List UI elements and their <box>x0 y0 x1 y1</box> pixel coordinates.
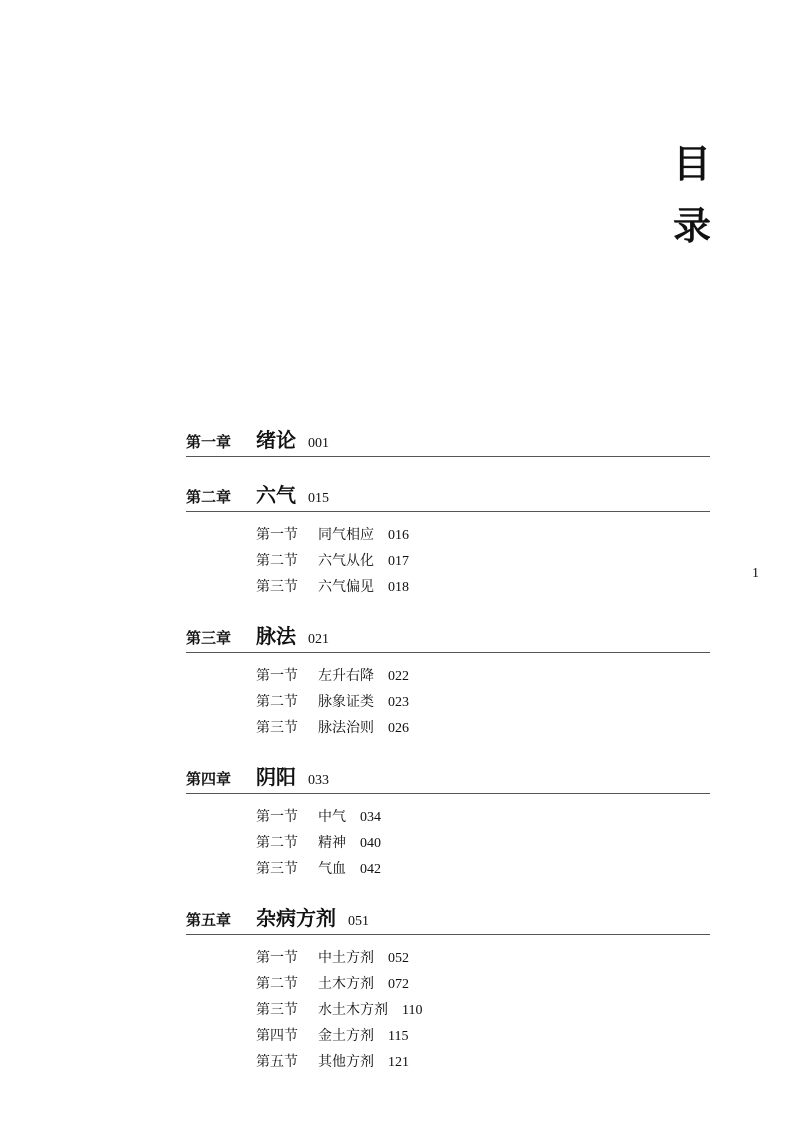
section-item[interactable] <box>256 665 710 691</box>
section-page: 052 <box>388 951 409 966</box>
toc-heading-char-2: 录 <box>672 204 711 248</box>
chapter-page: 021 <box>308 632 329 647</box>
chapter-number: 第三章 <box>186 629 232 647</box>
section-page: 016 <box>388 528 409 543</box>
section-number: 第四节 <box>256 1028 298 1044</box>
section-item[interactable] <box>256 524 710 550</box>
section-title: 精神 <box>318 835 346 851</box>
chapter-number: 第五章 <box>186 911 232 929</box>
section-page: 026 <box>388 721 409 736</box>
section-item[interactable] <box>256 806 710 832</box>
chapter-3 <box>186 620 710 743</box>
page-number: 1 <box>752 566 759 581</box>
section-number: 第五节 <box>256 1054 298 1070</box>
chapter-title: 阴阳 <box>256 765 296 789</box>
chapter-heading[interactable] <box>186 761 710 794</box>
chapter-title: 绪论 <box>256 428 296 452</box>
section-list <box>186 935 710 1077</box>
section-item[interactable] <box>256 858 710 884</box>
chapter-page: 015 <box>308 491 329 506</box>
chapter-number: 第二章 <box>186 488 232 506</box>
chapter-title: 脉法 <box>256 624 296 648</box>
section-number: 第二节 <box>256 976 298 992</box>
section-page: 042 <box>360 862 381 877</box>
section-title: 同气相应 <box>318 527 374 543</box>
section-number: 第一节 <box>256 809 298 825</box>
section-number: 第三节 <box>256 579 298 595</box>
section-title: 中土方剂 <box>318 950 374 966</box>
chapter-2 <box>186 479 710 602</box>
section-page: 121 <box>388 1055 409 1070</box>
section-number: 第三节 <box>256 720 298 736</box>
chapter-number: 第一章 <box>186 433 232 451</box>
chapter-title: 杂病方剂 <box>256 906 336 930</box>
section-number: 第一节 <box>256 668 298 684</box>
section-number: 第三节 <box>256 1002 298 1018</box>
section-number: 第一节 <box>256 950 298 966</box>
section-item[interactable] <box>256 947 710 973</box>
chapter-1 <box>186 424 710 457</box>
section-title: 水土木方剂 <box>318 1002 388 1018</box>
section-title: 其他方剂 <box>318 1054 374 1070</box>
chapter-heading[interactable] <box>186 902 710 935</box>
chapter-title: 六气 <box>256 483 296 507</box>
section-number: 第二节 <box>256 694 298 710</box>
chapter-heading[interactable] <box>186 424 710 457</box>
section-list <box>186 512 710 602</box>
section-page: 018 <box>388 580 409 595</box>
section-item[interactable] <box>256 999 710 1025</box>
section-item[interactable] <box>256 717 710 743</box>
section-page: 110 <box>402 1003 423 1018</box>
section-title: 中气 <box>318 809 346 825</box>
section-title: 金土方剂 <box>318 1028 374 1044</box>
section-page: 017 <box>388 554 409 569</box>
section-title: 土木方剂 <box>318 976 374 992</box>
section-item[interactable] <box>256 550 710 576</box>
section-title: 脉象证类 <box>318 694 374 710</box>
section-title: 气血 <box>318 861 346 877</box>
chapter-number: 第四章 <box>186 770 232 788</box>
section-item[interactable] <box>256 1051 710 1077</box>
section-title: 左升右降 <box>318 668 374 684</box>
chapter-4 <box>186 761 710 884</box>
section-item[interactable] <box>256 973 710 999</box>
section-page: 040 <box>360 836 381 851</box>
chapter-page: 051 <box>348 914 369 929</box>
table-of-contents <box>186 424 710 1077</box>
section-title: 六气偏见 <box>318 579 374 595</box>
section-item[interactable] <box>256 691 710 717</box>
section-page: 023 <box>388 695 409 710</box>
section-item[interactable] <box>256 576 710 602</box>
section-title: 六气从化 <box>318 553 374 569</box>
chapter-page: 001 <box>308 436 329 451</box>
toc-heading-char-1: 目 <box>672 142 711 186</box>
section-item[interactable] <box>256 832 710 858</box>
section-number: 第二节 <box>256 553 298 569</box>
section-number: 第三节 <box>256 861 298 877</box>
section-number: 第二节 <box>256 835 298 851</box>
chapter-page: 033 <box>308 773 329 788</box>
section-list <box>186 653 710 743</box>
chapter-heading[interactable] <box>186 620 710 653</box>
section-item[interactable] <box>256 1025 710 1051</box>
chapter-5 <box>186 902 710 1077</box>
section-title: 脉法治则 <box>318 720 374 736</box>
chapter-heading[interactable] <box>186 479 710 512</box>
section-page: 115 <box>388 1029 409 1044</box>
section-page: 072 <box>388 977 409 992</box>
section-page: 022 <box>388 669 409 684</box>
section-page: 034 <box>360 810 381 825</box>
section-number: 第一节 <box>256 527 298 543</box>
section-list <box>186 794 710 884</box>
